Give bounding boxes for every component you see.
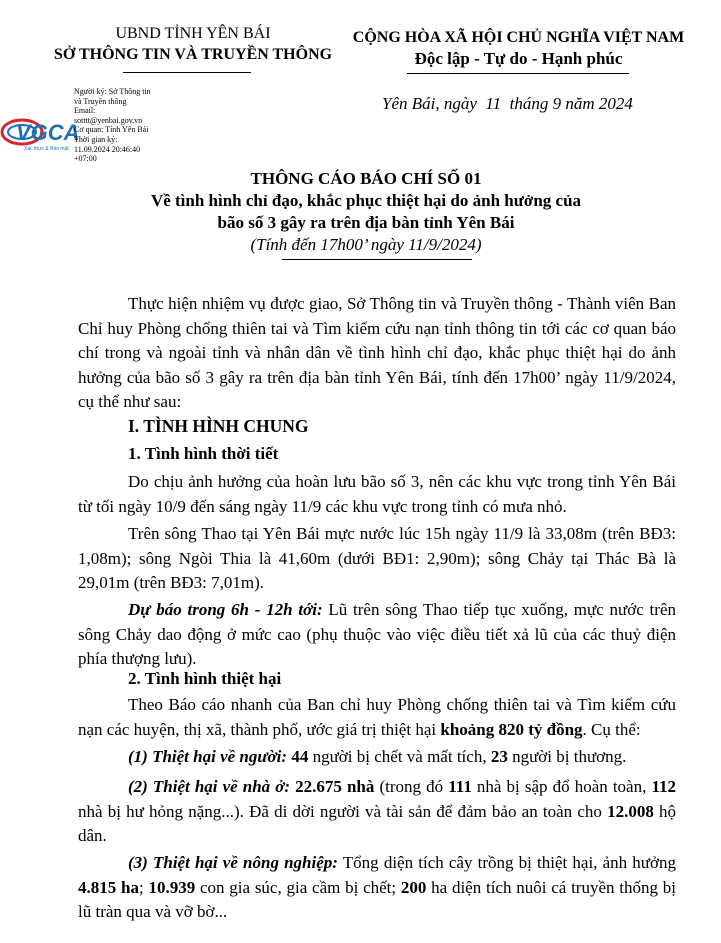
forecast-paragraph xyxy=(78,598,676,672)
sign-time-value: 11.09.2024 20:46:40 xyxy=(74,144,141,154)
email-label: Email: xyxy=(74,106,96,116)
livestock-count: 10.939 xyxy=(148,877,196,897)
subsection-heading-damage: 2. Tình hình thiệt hại xyxy=(128,669,282,688)
national-title: CỘNG HÒA XÃ HỘI CHỦ NGHĨA VIỆT NAM xyxy=(352,29,685,46)
agriculture-damage-label: (3) Thiệt hại về nông nghiệp: xyxy=(128,853,338,872)
signer-line: và Truyền thông xyxy=(74,96,127,106)
motto-underline xyxy=(407,73,629,74)
parent-agency: UBND TỈNH YÊN BÁI xyxy=(115,25,271,42)
press-release-subtitle-1: Về tình hình chỉ đạo, khắc phục thiệt hại do ảnh hưởng của xyxy=(150,191,582,210)
digital-signature-info xyxy=(74,87,184,164)
svg-text:Xác thực & Bảo mật: Xác thực & Bảo mật xyxy=(24,146,69,152)
date-line: Yên Bái, ngày 11 tháng 9 năm 2024 xyxy=(382,94,633,113)
sign-time-label: Thời gian ký: xyxy=(74,134,118,144)
people-text-2: người bị thương. xyxy=(507,747,627,766)
title-underline xyxy=(282,259,472,260)
svg-text:VGCA: VGCA xyxy=(16,120,80,145)
damaged-houses-count: 22.675 nhà xyxy=(295,777,375,796)
crop-area-value: 4.815 ha xyxy=(78,877,139,897)
organization-line: Cơ quan: Tỉnh Yên Bái xyxy=(74,125,149,135)
section-heading: I. TÌNH HÌNH CHUNG xyxy=(128,416,309,436)
agri-text-4: ha diện tích nuôi cá truyền thống bị lũ tràn qua và vỡ bờ... xyxy=(78,877,676,921)
intro-paragraph: Thực hiện nhiệm vụ được giao, Sở Thông tin và Truyền thông - Thành viên Ban Chỉ huy Phòng chống thiên tai và Tìm kiếm cứu nạn tỉnh thông tin tới các cơ quan báo chí trong và ngoài tỉnh và nhân dân về tình hình chỉ đạo, khắc phục thiệt hại do ảnh hưởng của bão số 3 gây ra trên địa bàn tỉnh Yên Bái, tính đến 17h00’ ngày 11/9/2024, cụ thể như sau: xyxy=(78,294,676,411)
agri-text-3: con gia súc, gia cầm bị chết; xyxy=(195,877,401,897)
house-damage-paragraph xyxy=(78,775,676,849)
house-damage-label: (2) Thiệt hại về nhà ở: xyxy=(128,777,291,796)
house-text-4: hộ dân. xyxy=(78,801,676,845)
damage-total: khoảng 820 tỷ đồng xyxy=(440,719,583,739)
fish-area-value: 200 xyxy=(400,877,427,897)
dead-missing-count: 44 xyxy=(291,747,309,766)
people-damage-label: (1) Thiệt hại về người: xyxy=(128,747,288,766)
press-release-cutoff: (Tính đến 17h00’ ngày 11/9/2024) xyxy=(250,235,482,254)
weather-paragraph-1: Do chịu ảnh hưởng của hoàn lưu bão số 3, nên các khu vực trong tỉnh Yên Bái từ tối ngày 10/9 đến sáng ngày 11/9 các khu vực trong tỉnh có mưa nhỏ. xyxy=(78,472,676,516)
national-motto: Độc lập - Tự do - Hạnh phúc xyxy=(414,49,623,68)
agency-name: SỞ THÔNG TIN VÀ TRUYỀN THÔNG xyxy=(53,46,333,63)
people-damage-paragraph xyxy=(78,745,676,770)
damage-intro-paragraph xyxy=(78,693,676,742)
house-text-1: (trong đó xyxy=(374,777,449,796)
damage-intro-end: . Cụ thể: xyxy=(582,719,641,739)
sign-timezone: +07:00 xyxy=(74,154,97,164)
email-value: sotttt@yenbai.gov.vn xyxy=(74,115,143,125)
subsection-heading-weather: 1. Tình hình thời tiết xyxy=(128,444,279,463)
signer-line: Người ký: Sở Thông tin xyxy=(74,87,151,96)
house-text-2: nhà bị sập đổ hoàn toàn, xyxy=(471,777,652,796)
weather-paragraph-2: Trên sông Thao tại Yên Bái mực nước lúc 15h ngày 11/9 là 33,08m (trên BĐ3: 1,08m); sông Ngòi Thia là 41,60m (dưới BĐ1: 2,90m); sông Chảy tại Thác Bà là 29,01m (trên BĐ3: 7,01m). xyxy=(78,524,676,592)
forecast-label: Dự báo trong 6h - 12h tới: xyxy=(128,600,323,619)
press-release-subtitle-2: bão số 3 gây ra trên địa bàn tỉnh Yên Bái xyxy=(217,213,515,232)
agency-underline xyxy=(123,72,251,73)
agri-text-1: Tổng diện tích cây trồng bị thiệt hại, ảnh hưởng xyxy=(337,853,676,872)
damage-intro-text: Theo Báo cáo nhanh của Ban chỉ huy Phòng chống thiên tai và Tìm kiếm cứu nạn các huyện, thị xã, thành phố, ước giá trị thiệt hại xyxy=(78,695,676,739)
forecast-text: Lũ trên sông Thao tiếp tục xuống, mực nước trên sông Chảy dao động ở mức cao (phụ thuộc vào việc điều tiết xả lũ của các thuỷ điện phía thượng lưu). xyxy=(78,600,676,668)
heavily-damaged-count: 112 xyxy=(651,777,676,796)
injured-count: 23 xyxy=(490,747,508,766)
collapsed-houses-count: 111 xyxy=(448,777,472,796)
relocated-households-count: 12.008 xyxy=(607,801,654,821)
house-text-3: nhà bị hư hỏng nặng...). Đã di dời người và tài sản để đảm bảo an toàn cho xyxy=(78,801,608,821)
agri-text-2: ; xyxy=(138,877,149,897)
people-text-1: người bị chết và mất tích, xyxy=(308,747,491,766)
agriculture-damage-paragraph xyxy=(78,851,676,925)
press-release-title: THÔNG CÁO BÁO CHÍ SỐ 01 xyxy=(250,169,482,188)
